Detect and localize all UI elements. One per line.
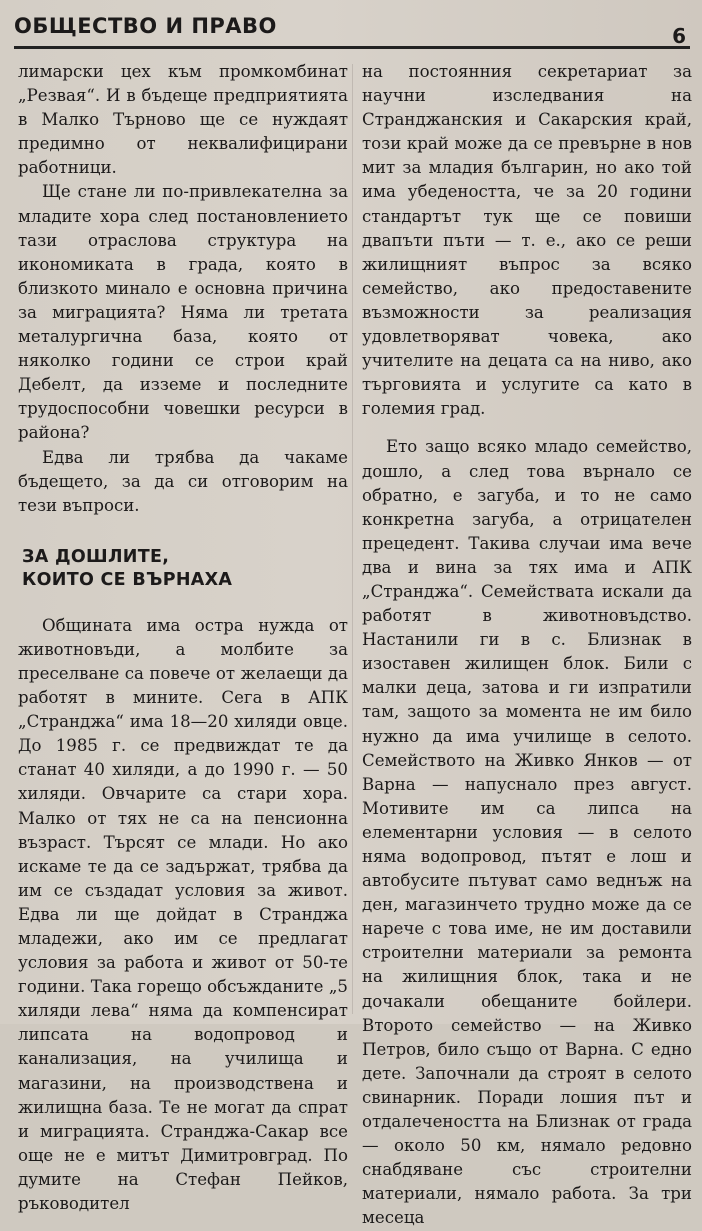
left-column xyxy=(18,60,348,1216)
paragraph-continued: на постоянния секретариат за научни изследвания на Странджанския и Сакарския край, този край може да се превърне в нов мит за младия българин, но ако той има убедеността, че за 20 години стандартът тук ще се повиши двапъти пъти — т. е., ако се реши жилищният въпрос за всяко семейство, ако предоставените възможности за реализация удовлетворяват човека, ако учителите на децата са на ниво, ако търговията и услугите са като в големия град. xyxy=(362,62,692,419)
paragraph: Общината има остра нужда от животновъди, а молбите за преселване са повече от желаещи да работят в мините. Сега в АПК „Странджа“ има 18—20 хиляди овце. До 1985 г. се предвиждат те да станат 40 хиляди, а до 1990 г. — 50 хиляди. Овчарите са стари хора. Малко от тях не са на пенсионна възраст. Търсят се млади. Но ако искаме те да се задържат, трябва да им се създадат условия за живот. Едва ли ще дойдат в Странджа младежи, ако им се предлагат условия за работа и живот от 50-те години. Така горещо обсъжданите „5 хиляди лева“ няма да компенсират липсата на водопровод и канализация, на училища и магазини, на производствена и жилищна база. Те не могат да спрат и миграцията. Странджа-Сакар все още не е митът Димитровград. По думите на Стефан Пейков, ръководител xyxy=(18,615,348,1214)
article-subheading xyxy=(22,546,348,592)
paragraph: Ще стане ли по-привлекателна за младите хора след постановлението тази отраслова структура на икономиката в града, която в близкото минало е основна причина за миграцията? Няма ли третата металургична база, която от няколко години се строи край Дебелт, да изземе и последните трудоспособни човешки ресурси в района? xyxy=(18,182,348,443)
paragraph-continued: лимарски цех към промкомбинат „Резвая“. И в бъдеще предприятията в Малко Търново ще се нуждаят предимно от неквалифицирани работници. xyxy=(18,62,348,178)
section-title: ОБЩЕСТВО И ПРАВО xyxy=(14,14,277,38)
paragraph: Едва ли трябва да чакаме бъдещето, за да си отговорим на тези въпроси. xyxy=(18,447,348,515)
page-header xyxy=(14,12,690,49)
subheading-line: КОИТО СЕ ВЪРНАХА xyxy=(22,569,233,590)
column-divider xyxy=(352,64,353,1014)
subheading-line: ЗА ДОШЛИТЕ, xyxy=(22,546,170,567)
paragraph: Ето защо всяко младо семейство, дошло, а след това върнало се обратно, е загуба, и то не само конкретна загуба, а отрицателен прецедент. Такива случаи има вече два и вина за тях има и АПК „Странджа“. Семействата искали да работят в животновъдство. Настанили ги в с. Близнак в изоставен жилищен блок. Били с малки деца, затова и ги изпратили там, защото за момента не им било нужно да има училище в селото. Семейството на Живко Янков — от Варна — напуснало през август. Мотивите им са липса на елементарни условия — в селото няма водопровод, пътят е лош и автобусите пътуват само веднъж на ден, магазинчето трудно може да се нарече с това име, не им доставили строителни материали за ремонта на жилищния блок, така и не дочакали обещаните бойлери. Второто семейство — на Живко Петров, било също от Варна. С едно дете. Започнали да строят в селото свинарник. Поради лошия път и отдалечеността на Близнак от града — около 50 км, нямало редовно снабдяване със строителни материали, нямало работа. За три месеца xyxy=(362,437,692,1228)
page-number: 6 xyxy=(672,24,686,48)
right-column xyxy=(362,60,692,1231)
